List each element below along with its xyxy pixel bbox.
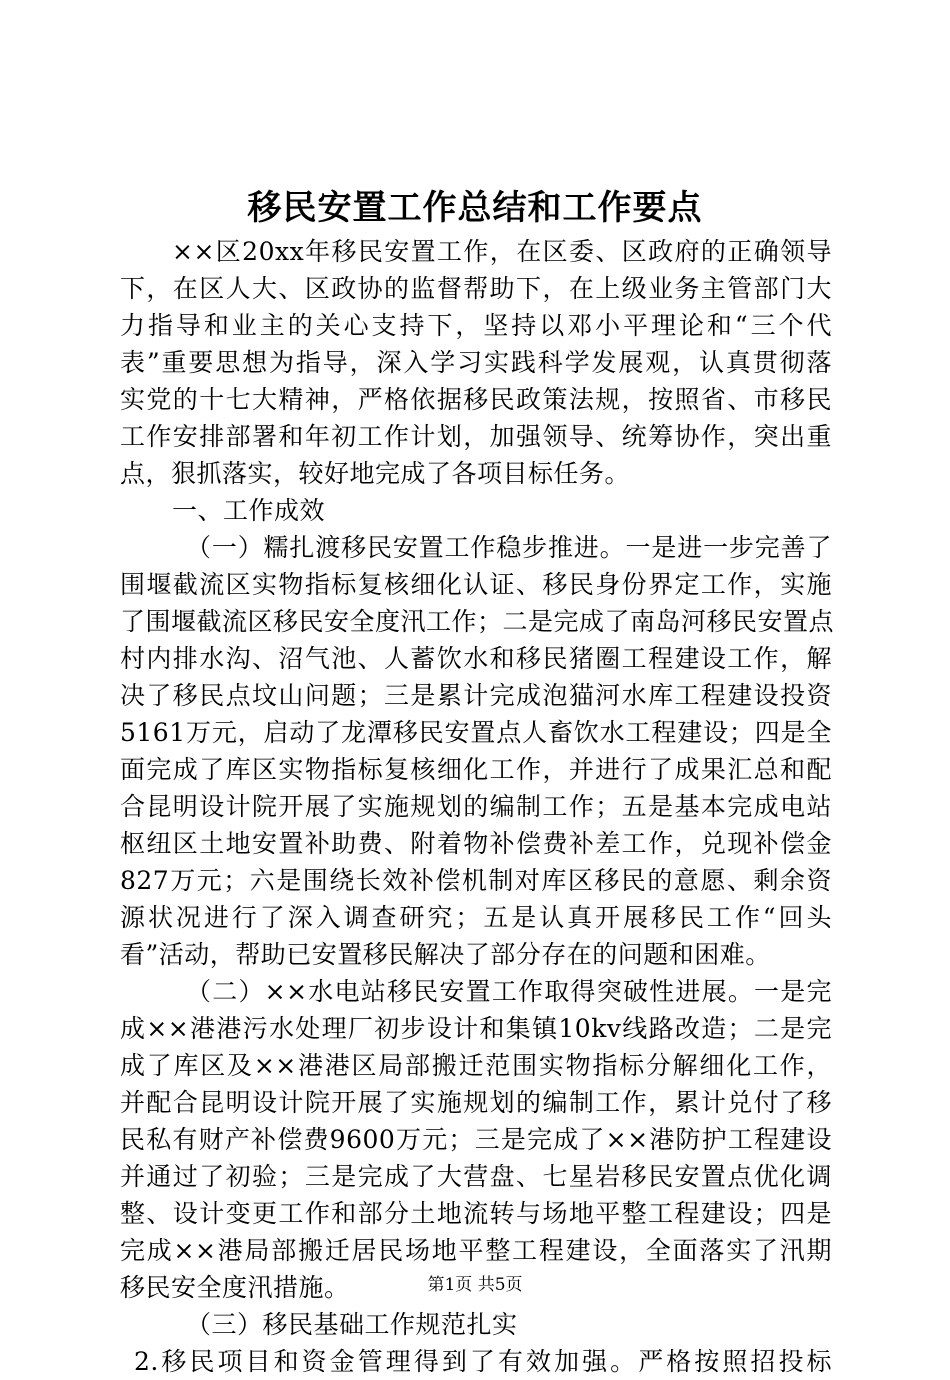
body-line: 决了移民点坟山问题；三是累计完成泡猫河水库工程建设投资 [120, 681, 832, 710]
section-heading: 一、工作成效 [172, 496, 326, 525]
body-line: 面完成了库区实物指标复核细化工作，并进行了成果汇总和配 [120, 755, 832, 784]
body-line: 移民安全度汛措施。 [120, 1273, 350, 1302]
body-line: 成××港港污水处理厂初步设计和集镇10kv线路改造；二是完 [120, 1014, 832, 1043]
body-line: 表”重要思想为指导，深入学习实践科学发展观，认真贯彻落 [120, 348, 832, 377]
body-line: 下，在区人大、区政协的监督帮助下，在上级业务主管部门大 [120, 274, 832, 303]
body-line: 点，狠抓落实，较好地完成了各项目标任务。 [120, 459, 631, 488]
body-line: 围堰截流区实物指标复核细化认证、移民身份界定工作，实施 [120, 570, 832, 599]
body-line: 村内排水沟、沼气池、人蓄饮水和移民猪圈工程建设工作，解 [120, 644, 832, 673]
body-line: 工作安排部署和年初工作计划，加强领导、统筹协作，突出重 [120, 422, 832, 451]
subsection-heading-line: （一）糯扎渡移民安置工作稳步推进。一是进一步完善了 [186, 533, 832, 562]
body-line: 源状况进行了深入调查研究；五是认真开展移民工作“回头 [120, 903, 832, 932]
body-line: 完成××港局部搬迁居民场地平整工程建设，全面落实了汛期 [120, 1236, 832, 1265]
body-line: 枢纽区土地安置补助费、附着物补偿费补差工作，兑现补偿金 [120, 829, 832, 858]
body-line: 了围堰截流区移民安全度汛工作；二是完成了南岛河移民安置点 [120, 607, 835, 636]
body-line: 2.移民项目和资金管理得到了有效加强。严格按照招投标 [134, 1347, 832, 1376]
page-number: 第1页 共5页 [427, 1275, 523, 1295]
body-line: 看”活动，帮助已安置移民解决了部分存在的问题和困难。 [120, 940, 771, 969]
body-line: 827万元；六是围绕长效补偿机制对库区移民的意愿、剩余资 [120, 866, 832, 895]
document-title: 移民安置工作总结和工作要点 [247, 188, 703, 228]
subsection-heading-line: （二）××水电站移民安置工作取得突破性进展。一是完 [186, 977, 832, 1006]
body-line: 实党的十七大精神，严格依据移民政策法规，按照省、市移民 [120, 385, 832, 414]
body-line: 合昆明设计院开展了实施规划的编制工作；五是基本完成电站 [120, 792, 832, 821]
body-line: 并通过了初验；三是完成了大营盘、七星岩移民安置点优化调 [120, 1162, 832, 1191]
body-line: ××区20xx年移民安置工作，在区委、区政府的正确领导 [172, 237, 832, 266]
body-line: 民私有财产补偿费9600万元；三是完成了××港防护工程建设 [120, 1125, 832, 1154]
body-line: 整、设计变更工作和部分土地流转与场地平整工程建设；四是 [120, 1199, 832, 1228]
body-line: 成了库区及××港港区局部搬迁范围实物指标分解细化工作， [120, 1051, 832, 1080]
document-body [120, 233, 835, 1380]
body-line: 并配合昆明设计院开展了实施规划的编制工作，累计兑付了移 [120, 1088, 832, 1117]
body-line: 力指导和业主的关心支持下，坚持以邓小平理论和“三个代 [120, 311, 832, 340]
subsection-heading: （三）移民基础工作规范扎实 [186, 1310, 518, 1339]
body-line: 5161万元，启动了龙潭移民安置点人畜饮水工程建设；四是全 [120, 718, 832, 747]
